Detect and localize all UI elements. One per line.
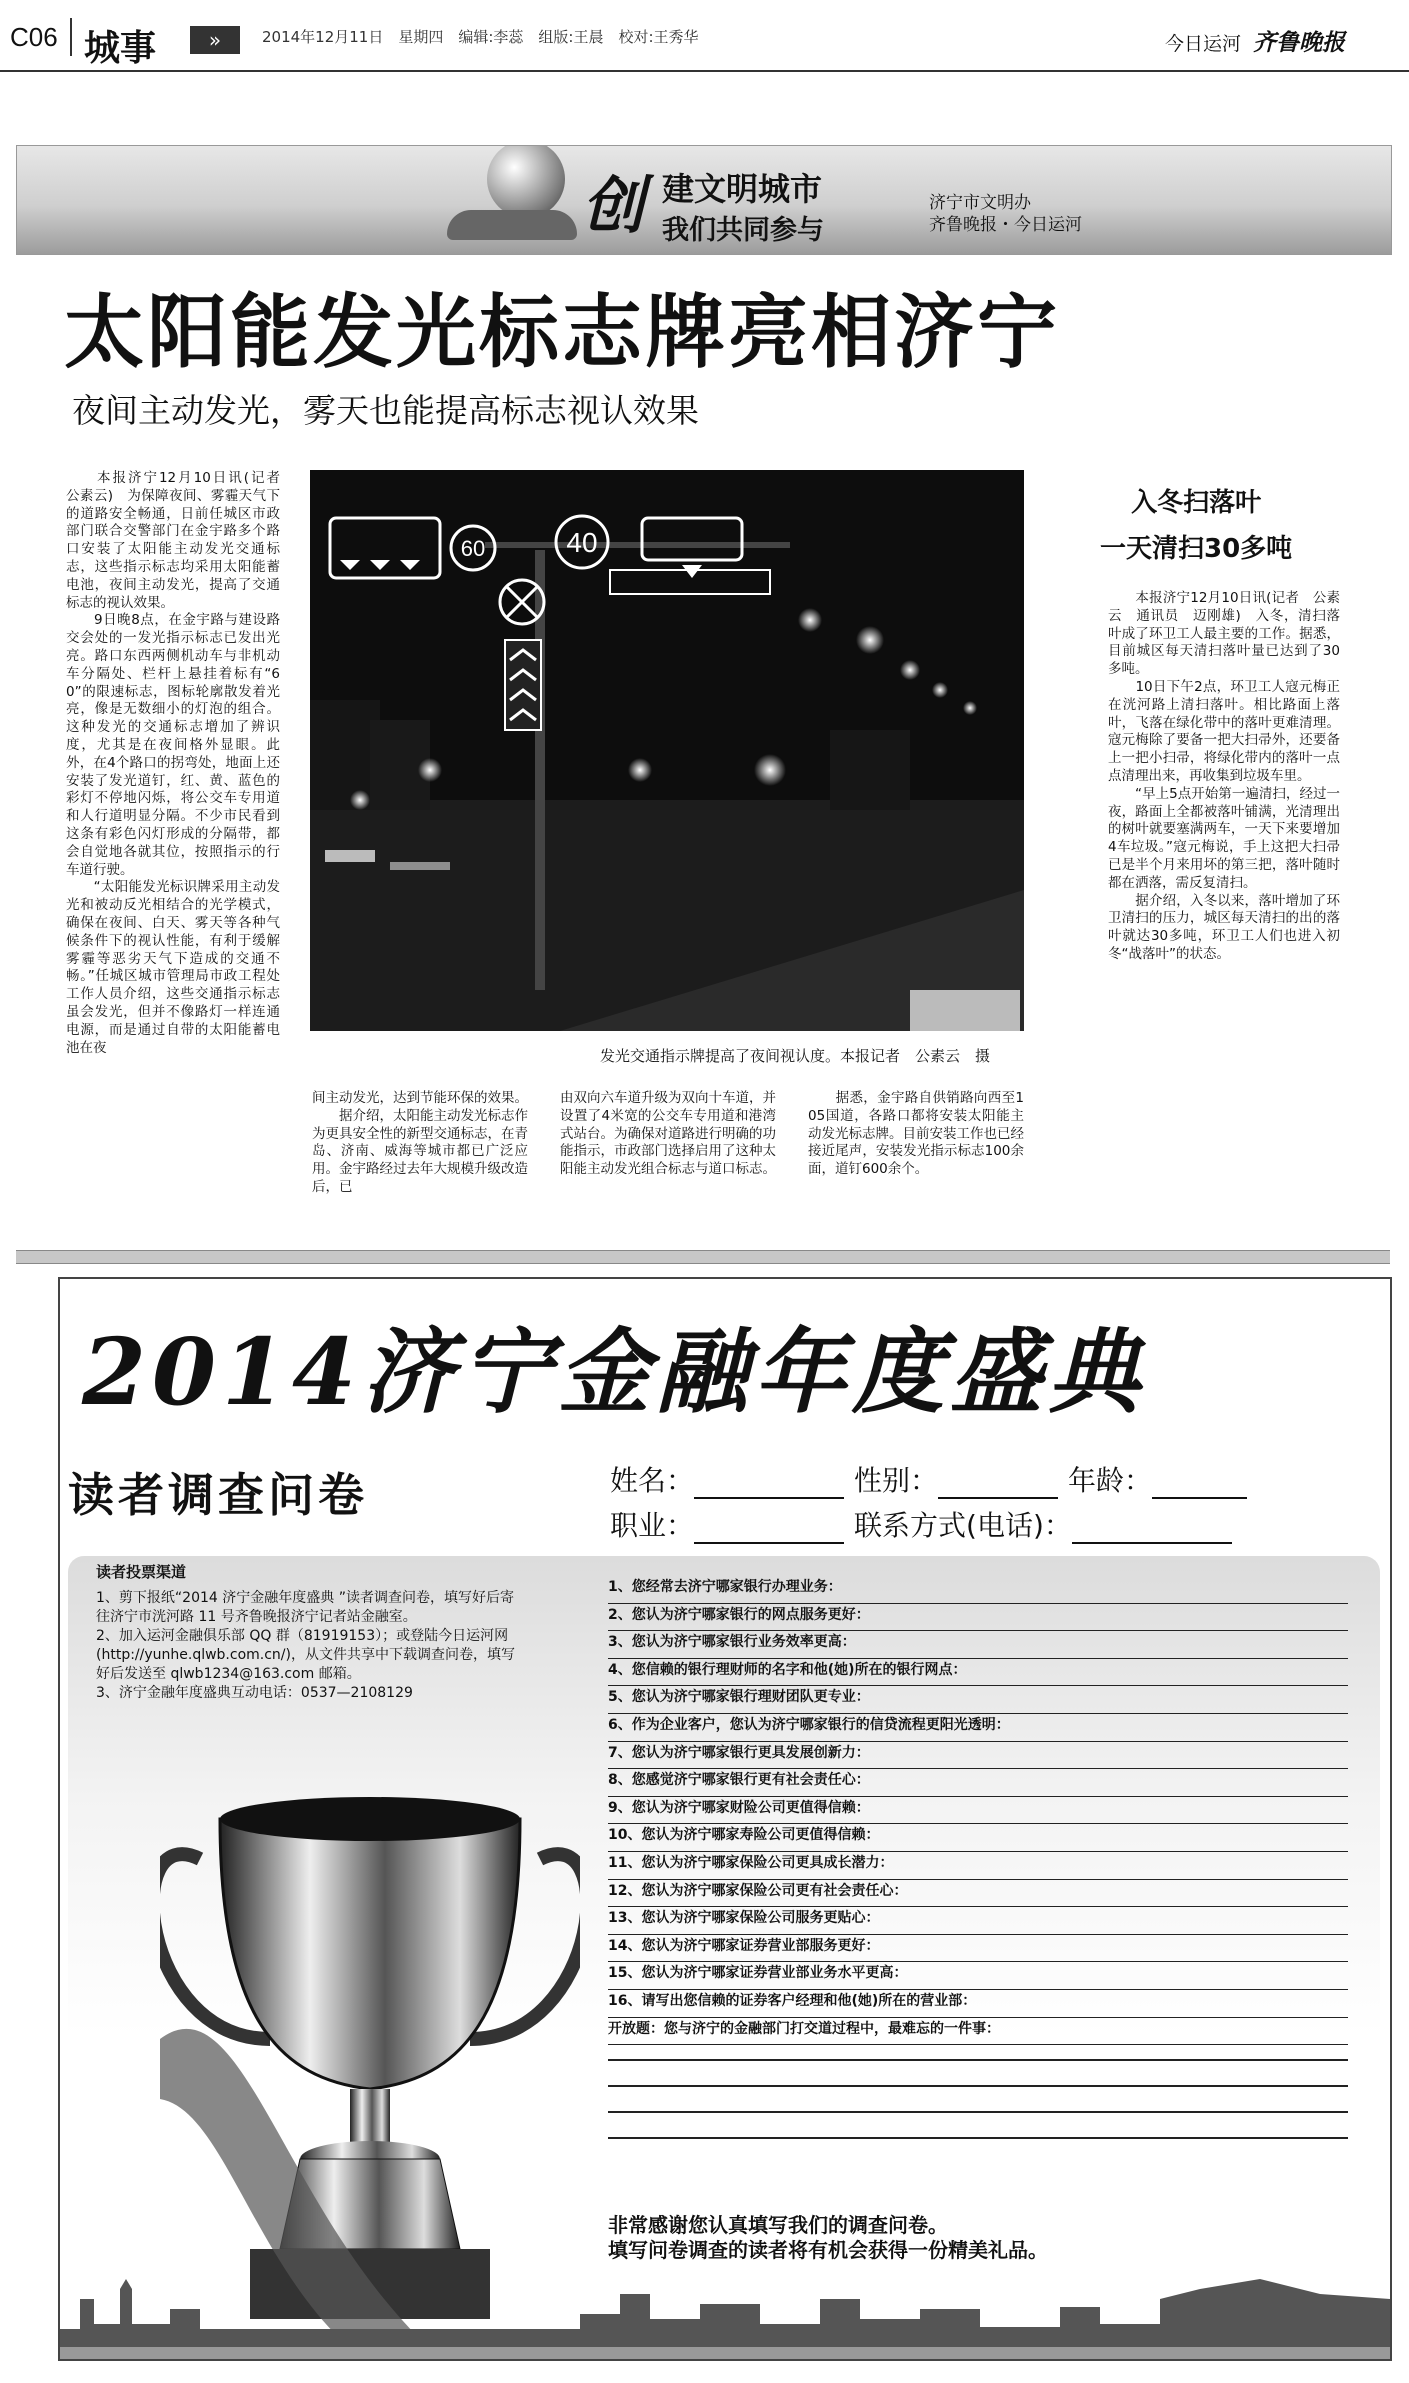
contact-field[interactable] <box>1072 1518 1232 1544</box>
side-title-line1: 入冬扫落叶 <box>1131 488 1262 518</box>
question-item[interactable]: 16、请写出您信赖的证券客户经理和他(她)所在的营业部： <box>608 1990 1348 2018</box>
ad-subtitle: 读者调查问卷 <box>68 1468 368 1522</box>
thanks-line1: 非常感谢您认真填写我们的调查问卷。 <box>608 2213 948 2237</box>
page-header <box>0 0 1409 72</box>
thanks-line2: 填写问卷调查的读者将有机会获得一份精美礼品。 <box>608 2238 1048 2262</box>
question-item[interactable]: 11、您认为济宁哪家保险公司更具成长潜力： <box>608 1852 1348 1880</box>
channel-item: 3、济宁金融年度盛典互动电话：0537—2108129 <box>96 1685 413 1701</box>
speed-sign-40: 40 <box>566 527 598 558</box>
news-photo <box>310 470 1024 1031</box>
question-item[interactable]: 3、您认为济宁哪家银行业务效率更高： <box>608 1631 1348 1659</box>
side-title-line2: 一天清扫30多吨 <box>1100 534 1293 564</box>
question-item[interactable]: 9、您认为济宁哪家财险公司更值得信赖： <box>608 1797 1348 1825</box>
channel-item: 1、剪下报纸“2014 济宁金融年度盛典 ”读者调查问卷，填写好后寄往济宁市洸河路 11 号齐鲁晚报济宁记者站金融室。 <box>96 1590 514 1625</box>
banner-org2: 齐鲁晚报・今日运河 <box>929 215 1082 235</box>
answer-line[interactable] <box>608 2137 1348 2139</box>
night-street-photo <box>310 470 1024 1031</box>
banner-line2: 我们共同参与 <box>662 215 824 246</box>
banner-org1: 济宁市文明办 <box>929 193 1031 213</box>
personal-info-row-1 <box>610 1459 1257 1499</box>
channel-list <box>96 1589 516 1703</box>
question-item[interactable]: 10、您认为济宁哪家寿险公司更值得信赖： <box>608 1824 1348 1852</box>
banner-char: 创 <box>582 169 645 242</box>
question-item[interactable]: 13、您认为济宁哪家保险公司服务更贴心： <box>608 1907 1348 1935</box>
column-label: 今日运河 <box>1165 33 1242 55</box>
header-brand <box>1165 24 1345 57</box>
finance-survey-ad <box>58 1277 1392 2361</box>
question-item[interactable]: 7、您认为济宁哪家银行更具发展创新力： <box>608 1742 1348 1770</box>
answer-line[interactable] <box>608 2059 1348 2061</box>
section-divider <box>16 1250 1390 1264</box>
name-field[interactable] <box>694 1473 844 1499</box>
speed-sign-60: 60 <box>460 536 486 561</box>
job-field[interactable] <box>694 1518 844 1544</box>
article-column-1: 本报济宁12月10日讯(记者 公素云) 为保障夜间、雾霾天气下的道路安全畅通，日前任城区市政部门联合交警部门在金宇路多个路口安装了太阳能主动发光交通标志，这些指示标志均采用太阳能蓄电池，夜间主动发光，提高了交通标志的视认效果。 9日晚8点，在金宇路与建设路交会处的一发光指示标志已发出光亮。路口东西两侧机动车与非机动车分隔处、栏杆上悬挂着标有“60”的限速标志，图标轮廓散发着光亮，像是无数细小的灯泡的组合。这种发光的交通标志增加了辨识度，尤其是在夜间格外显眼。此外，在4个路口的拐弯处，地面上还安装了发光道钉，红、黄、蓝色的彩灯不停地闪烁，将公交车专用道和人行道明显分隔。不少市民看到这条有彩色闪灯形成的分隔带，都会自觉地各就其位，按照指示的行车道行驶。 “太阳能发光标识牌采用主动发光和被动反光相结合的光学模式，确保在夜间、白天、雾天等各种气候条件下的视认性能，有利于缓解雾霾等恶劣天气下造成的交通不畅。”任城区城市管理局市政工程处工作人员介绍，这些交通指示标志虽会发光，但并不像路灯一样连通电源，而是通过自带的太阳能蓄电池在夜 <box>66 470 280 1056</box>
thanks-note <box>608 2213 1048 2263</box>
date-line: 2014年12月11日 星期四 编辑:李蕊 组版:王晨 校对:王秀华 <box>262 28 699 46</box>
newspaper-logo: 齐鲁晚报 <box>1253 29 1346 56</box>
job-label: 职业： <box>610 1509 695 1542</box>
question-item[interactable]: 2、您认为济宁哪家银行的网点服务更好： <box>608 1604 1348 1632</box>
header-divider <box>70 18 72 56</box>
photo-caption: 发光交通指示牌提高了夜间视认度。本报记者 公素云 摄 <box>600 1047 991 1065</box>
gender-field[interactable] <box>938 1473 1058 1499</box>
globe-icon <box>487 145 565 218</box>
open-question[interactable]: 开放题：您与济宁的金融部门打交道过程中，最难忘的一件事： <box>608 2018 1348 2046</box>
personal-info-row-2 <box>610 1504 1242 1544</box>
channel-item: 2、加入运河金融俱乐部 QQ 群（81919153）；或登陆今日运河网(http://yunhe.qlwb.com.cn/)，从文件共享中下载调查问卷，填写好后发送至 qlwb1234@163.com 邮箱。 <box>96 1628 515 1682</box>
trophy-icon <box>160 1779 580 2339</box>
question-item[interactable]: 6、作为企业客户，您认为济宁哪家银行的信贷流程更阳光透明： <box>608 1714 1348 1742</box>
ad-title: 2014济宁金融年度盛典 <box>82 1318 1147 1426</box>
question-list <box>608 1576 1348 2045</box>
article-column-4: 据悉，金宇路自供销路向西至105国道，各路口都将安装太阳能主动发光标志牌。目前安装工作也已经接近尾声，安装发光指示标志100余面，道钉600余个。 <box>808 1090 1024 1178</box>
age-field[interactable] <box>1152 1473 1247 1499</box>
side-headline <box>1100 480 1292 572</box>
answer-line[interactable] <box>608 2085 1348 2087</box>
banner-line1: 建文明城市 <box>662 170 823 208</box>
question-item[interactable]: 4、您信赖的银行理财师的名字和他(她)所在的银行网点： <box>608 1659 1348 1687</box>
article-column-3: 由双向六车道升级为双向十车道，并设置了4米宽的公交车专用道和港湾式站台。为确保对道路进行明确的功能指示，市政部门选择启用了这种太阳能主动发光组合标志与道口标志。 <box>560 1090 776 1178</box>
age-label: 年龄： <box>1068 1464 1153 1497</box>
gender-label: 性别： <box>854 1464 939 1497</box>
answer-line[interactable] <box>608 2111 1348 2113</box>
channel-title: 读者投票渠道 <box>96 1563 187 1581</box>
question-item[interactable]: 14、您认为济宁哪家证券营业部服务更好： <box>608 1935 1348 1963</box>
hand-icon <box>447 210 577 240</box>
question-item[interactable]: 5、您认为济宁哪家银行理财团队更专业： <box>608 1686 1348 1714</box>
question-item[interactable]: 15、您认为济宁哪家证券营业部业务水平更高： <box>608 1962 1348 1990</box>
question-item[interactable]: 12、您认为济宁哪家保险公司更有社会责任心： <box>608 1880 1348 1908</box>
side-article-body: 本报济宁12月10日讯(记者 公素云 通讯员 迈刚雄) 入冬，清扫落叶成了环卫工人最主要的工作。据悉，目前城区每天清扫落叶量已达到了30多吨。 10日下午2点，环卫工人寇元梅正在洸河路上清扫落叶。相比路面上落叶，飞落在绿化带中的落叶更难清理。寇元梅除了要备一把大扫帚外，还要备上一把小扫帚，将绿化带内的落叶一点点清理出来，再收集到垃圾车里。 “早上5点开始第一遍清扫，经过一夜，路面上全都被落叶铺满，光清理出的树叶就要塞满两车，一天下来要增加4车垃圾。”寇元梅说，手上这把大扫帚已是半个月来用坏的第三把，落叶随时都在洒落，需反复清扫。 据介绍，入冬以来，落叶增加了环卫清扫的压力，城区每天清扫的出的落叶就达30多吨，环卫工人们也进入初冬“战落叶”的状态。 <box>1108 590 1340 962</box>
page-number: C06 <box>10 22 58 52</box>
name-label: 姓名： <box>610 1464 695 1497</box>
article-subhead: 夜间主动发光，雾天也能提高标志视认效果 <box>72 391 699 430</box>
section-name: 城事 <box>84 27 157 69</box>
question-item[interactable]: 1、您经常去济宁哪家银行办理业务： <box>608 1576 1348 1604</box>
banner-orgs <box>929 192 1082 236</box>
city-skyline <box>60 2269 1390 2359</box>
article-column-2: 间主动发光，达到节能环保的效果。 据介绍，太阳能主动发光标志作为更具安全性的新型交通标志，在青岛、济南、威海等城市都已广泛应用。金宇路经过去年大规模升级改造后，已 <box>312 1090 528 1195</box>
article-headline: 太阳能发光标志牌亮相济宁 <box>64 286 1060 379</box>
civilization-banner <box>16 145 1392 255</box>
question-item[interactable]: 8、您感觉济宁哪家银行更有社会责任心： <box>608 1769 1348 1797</box>
contact-label: 联系方式(电话)： <box>854 1509 1072 1542</box>
double-chevron-icon: » <box>190 26 240 54</box>
